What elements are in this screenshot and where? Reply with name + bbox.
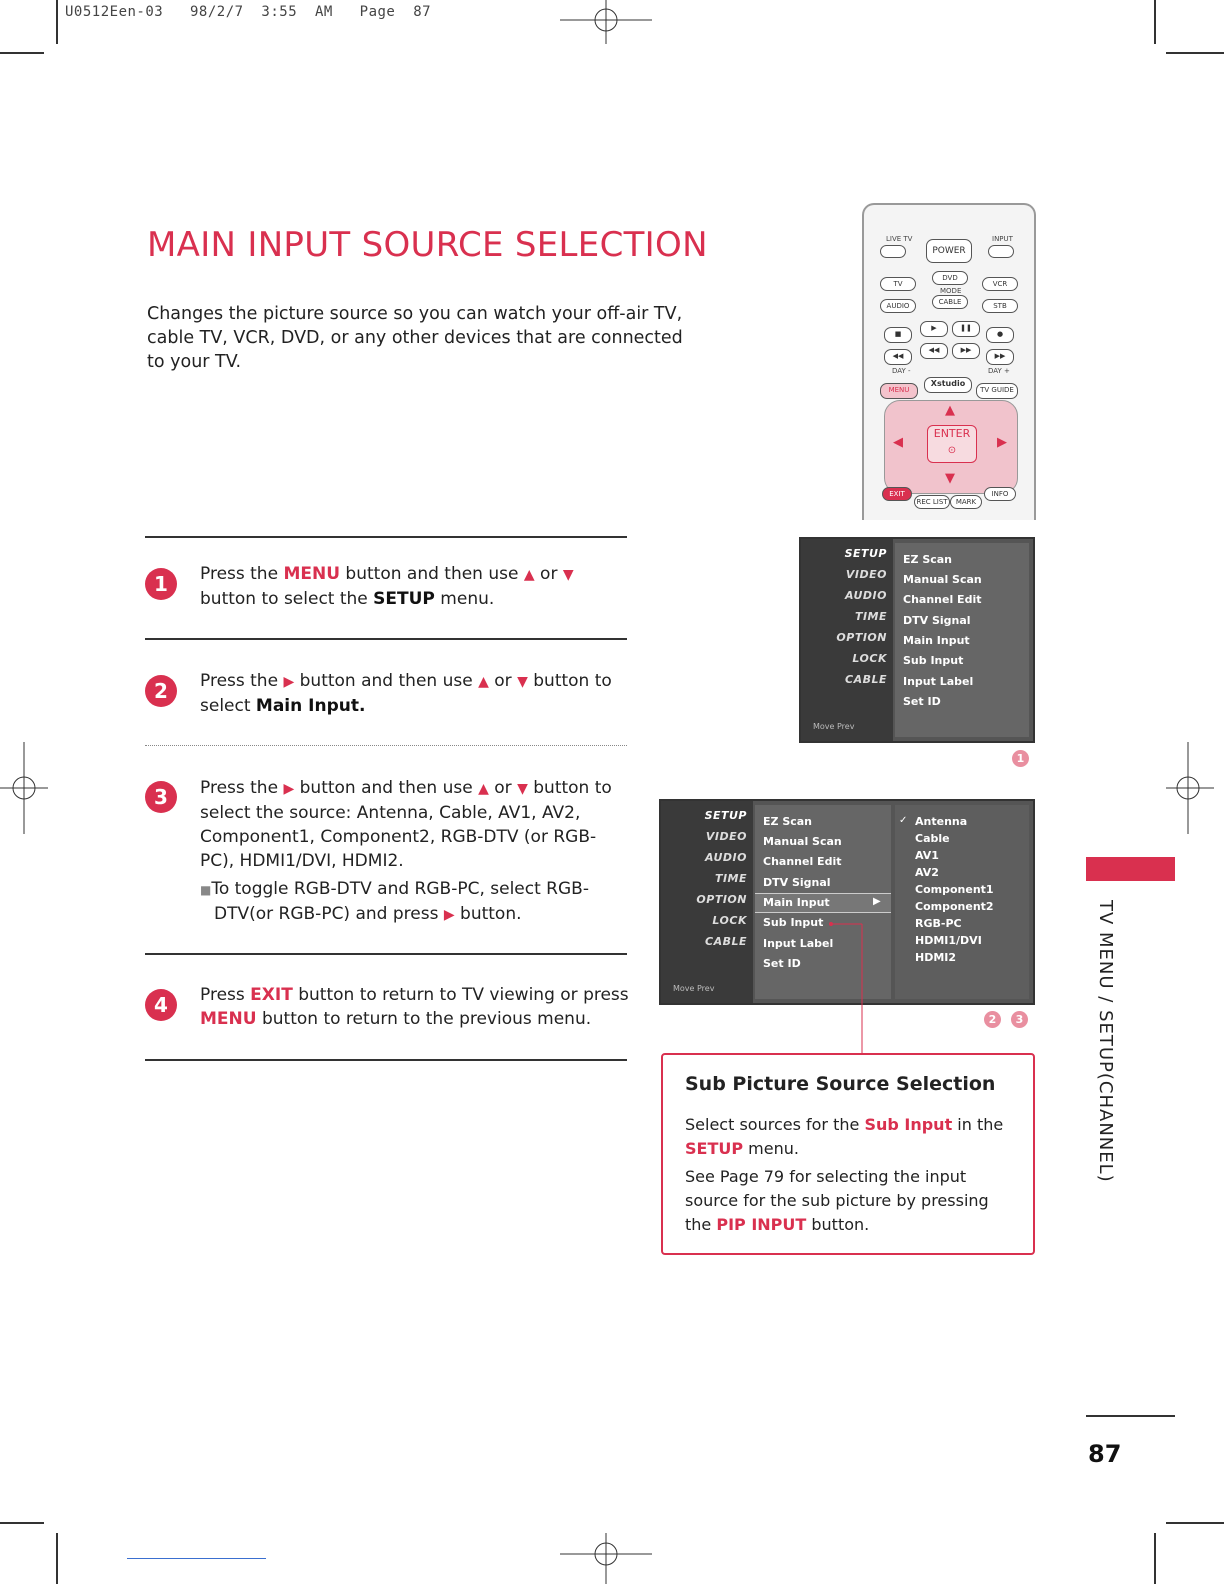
menu-item: EZ Scan [903,553,953,566]
divider [1086,1415,1175,1417]
menu-item: Manual Scan [903,573,982,586]
section-tab [1090,900,1116,1183]
divider [127,1558,266,1559]
figure-badge: 1 [1012,750,1029,767]
day-minus-label: DAY - [892,367,911,375]
divider [145,745,627,746]
skip-forward-button: ▶▶ [986,349,1014,365]
tv-guide-button: TV GUIDE [976,383,1018,399]
right-arrow-icon: ▶ [997,435,1007,450]
source-item: AV1 [915,849,939,862]
divider [145,1059,627,1061]
menu-tab-cable: CABLE [705,935,747,948]
callout-heading: Sub Picture Source Selection [685,1073,996,1095]
source-item: Component2 [915,900,994,913]
down-arrow-icon: ▼ [517,674,528,690]
menu-tab-lock: LOCK [712,914,747,927]
step-number: 4 [145,989,177,1021]
menu-tab-cable: CABLE [845,673,887,686]
xstudio-button: Xstudio [924,377,972,393]
divider [145,536,627,538]
menu-item-selected: Main Input [763,896,830,909]
up-arrow-icon: ▲ [945,403,955,418]
menu-item: Sub Input [903,654,964,667]
step-2-text: Press the ▶ button and then use ▲ or ▼ button to select Main Input. [200,671,612,716]
right-arrow-icon: ▶ [283,674,295,690]
power-button: POWER [926,239,972,263]
menu-item: Input Label [903,675,974,688]
menu-item: Manual Scan [763,835,842,848]
step-number: 3 [145,781,177,813]
exit-button: EXIT [882,487,912,501]
crop-mark [56,0,58,44]
registration-mark [560,0,652,44]
rewind-button: ◀◀ [920,343,948,359]
menu-item: DTV Signal [763,876,831,889]
divider [145,953,627,955]
menu-tab-option: OPTION [696,893,747,906]
day-plus-label: DAY + [988,367,1010,375]
crop-mark [0,52,44,54]
menu-item: Channel Edit [903,593,982,606]
figure-badge: 3 [1011,1011,1028,1028]
menu-footer: Move Prev [673,984,715,993]
menu-item: Sub Input [763,916,824,929]
page-number: 87 [1088,1440,1122,1468]
check-icon: ✓ [899,815,908,826]
stb-mode-button: STB [982,299,1018,313]
skip-back-button: ◀◀ [884,349,912,365]
source-item: Antenna [915,815,968,828]
source-item: HDMI2 [915,951,957,964]
source-item: AV2 [915,866,939,879]
page-title: MAIN INPUT SOURCE SELECTION [147,225,708,265]
menu-tab-time: TIME [714,872,747,885]
crop-mark [1166,1522,1224,1524]
crop-mark [0,1522,44,1524]
registration-mark [560,1533,652,1584]
crop-mark [1154,0,1156,44]
menu-tab-audio: AUDIO [704,851,747,864]
menu-tab-column [801,539,893,741]
callout-paragraph: See Page 79 for selecting the input source for the sub picture by pressing the PIP INPUT button. [685,1167,989,1234]
section-tab-label: TV MENU / SETUP(CHANNEL) [1095,900,1116,1183]
menu-tab-video: VIDEO [705,830,747,843]
vcr-mode-button: VCR [982,277,1018,291]
registration-mark [1166,742,1214,834]
navigation-pad [884,400,1018,494]
crop-mark [56,1533,58,1584]
right-arrow-icon: ▶ [443,907,455,923]
down-arrow-icon: ▼ [945,471,955,486]
registration-mark [0,742,48,834]
step-4-text: Press EXIT button to return to TV viewing or press MENU button to return to the previous menu. [200,985,629,1029]
enter-button: ENTER ⊙ [927,425,977,463]
rec-list-button: REC LIST [914,495,950,509]
step-3-note: ■To toggle RGB-DTV and RGB-PC, select RGB-DTV(or RGB-PC) and press ▶ button. [200,879,589,924]
enter-label: ENTER [933,427,971,440]
play-button: ▶ [920,321,948,337]
divider [145,638,627,640]
menu-tab-video: VIDEO [845,568,887,581]
mode-label: MODE [940,287,962,295]
input-label: INPUT [992,235,1013,243]
menu-tab-audio: AUDIO [844,589,887,602]
dvd-mode-button: DVD [932,271,968,285]
up-arrow-icon: ▲ [478,674,489,690]
source-item: Component1 [915,883,994,896]
menu-tab-time: TIME [854,610,887,623]
crop-mark [1166,52,1224,54]
submenu-arrow-icon: ▶ [873,896,881,907]
menu-item: Main Input [903,634,970,647]
menu-tab-setup: SETUP [704,809,747,822]
sub-picture-callout [661,1053,1035,1255]
callout-connector [825,918,870,1054]
menu-item-list [895,543,1029,737]
up-arrow-icon: ▲ [523,567,535,583]
fast-forward-button: ▶▶ [952,343,980,359]
menu-item: Channel Edit [763,855,842,868]
record-button: ● [986,327,1014,343]
step-3-text: Press the ▶ button and then use ▲ or ▼ button to select the source: Antenna, Cable, AV1, AV2, Component1, Component2, RGB-DTV (or RGB-PC), HDMI1/DVI, HDMI2. ■To toggle RGB-DTV and RGB-PC, select RGB-DTV(or RGB-PC) and press ▶ button. [200,776,630,927]
stop-button: ■ [884,327,912,343]
menu-tab-lock: LOCK [852,652,887,665]
remote-control-illustration [862,203,1036,520]
source-item: HDMI1/DVI [915,934,982,947]
pause-button: ❚❚ [952,321,980,337]
live-tv-button [880,245,906,258]
source-item: RGB-PC [915,917,962,930]
section-tab-bar [1086,857,1175,881]
intro-paragraph: Changes the picture source so you can watch your off-air TV, cable TV, VCR, DVD, or any other devices that are connected to your TV. [147,304,683,372]
menu-item: Set ID [903,695,941,708]
menu-item: Input Label [763,937,834,950]
input-button [988,245,1014,258]
audio-mode-button: AUDIO [880,299,916,313]
left-arrow-icon: ◀ [893,435,903,450]
callout-paragraph: Select sources for the Sub Input in the SETUP menu. [685,1115,1004,1158]
down-arrow-icon: ▼ [517,781,528,797]
setup-menu-screenshot [799,537,1035,743]
bullet-square-icon: ■ [200,883,212,897]
step-number: 2 [145,675,177,707]
crop-mark [1154,1533,1156,1584]
menu-button: MENU [880,383,918,399]
menu-item-list [755,805,891,999]
down-arrow-icon: ▼ [562,567,574,583]
source-item: Cable [915,832,950,845]
menu-item: DTV Signal [903,614,971,627]
menu-tab-option: OPTION [836,631,887,644]
menu-item: Set ID [763,957,801,970]
live-tv-label: LIVE TV [886,235,913,243]
up-arrow-icon: ▲ [478,781,489,797]
step-1-text: Press the MENU button and then use ▲ or ▼ button to select the SETUP menu. [200,564,574,609]
figure-badge: 2 [984,1011,1001,1028]
tv-mode-button: TV [880,277,916,291]
menu-footer: Move Prev [813,722,855,731]
step-number: 1 [145,568,177,600]
info-button: INFO [984,487,1016,501]
menu-tab-setup: SETUP [844,547,887,560]
cable-mode-button: CABLE [932,295,968,309]
right-arrow-icon: ▶ [283,781,295,797]
menu-tab-column [661,801,753,1003]
print-header: U0512Een-03 98/2/7 3:55 AM Page 87 [65,4,432,20]
menu-item: EZ Scan [763,815,813,828]
mark-button: MARK [950,495,982,509]
source-list [895,805,1029,999]
